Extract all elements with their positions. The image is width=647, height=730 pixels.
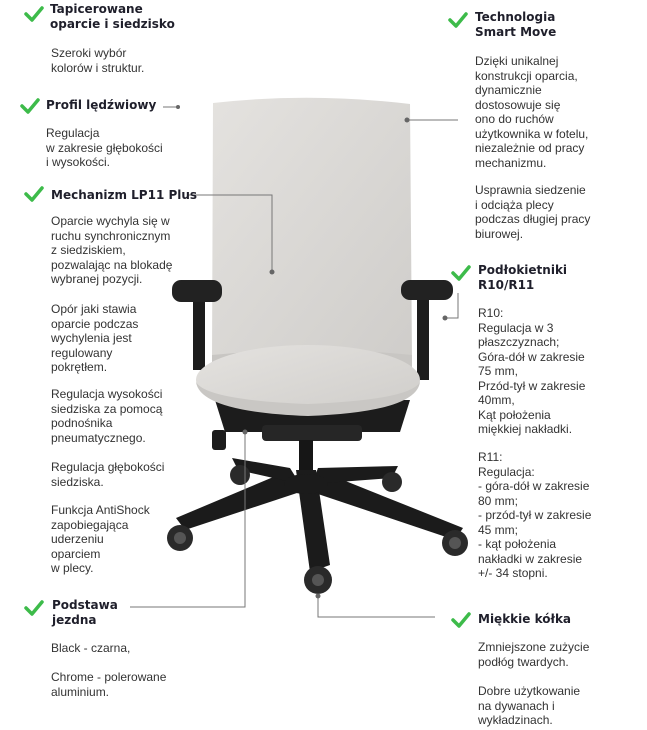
feature-desc-mechanism-2: Opór jaki stawia oparcie podczas wychylenia jest regulowany pokrętłem.: [51, 302, 139, 374]
feature-desc-mechanism-3: Regulacja wysokości siedziska za pomocą podnośnika pneumatycznego.: [51, 387, 163, 445]
feature-desc-lumbar: Regulacja w zakresie głębokości i wysokości.: [46, 126, 163, 169]
chair-seat: [196, 345, 420, 432]
chair-base: [176, 458, 463, 572]
check-icon: [451, 612, 471, 628]
check-icon: [24, 6, 44, 22]
feature-title-lumbar: Profil lędźwiowy: [46, 98, 157, 112]
chair-mechanism: [262, 425, 362, 441]
feature-desc-smart-move-2: Usprawnia siedzenie i odciąża plecy podczas długiej pracy biurowej.: [475, 183, 591, 241]
feature-title-smart-move: Technologia Smart Move: [475, 10, 557, 39]
feature-desc-mechanism-5: Funkcja AntiShock zapobiegająca uderzeniu oparciem w plecy.: [51, 503, 150, 575]
feature-desc-casters-2: Dobre użytkowanie na dywanach i wykładzinach.: [478, 684, 581, 727]
feature-desc-base-1: Black - czarna,: [51, 641, 131, 655]
feature-desc-base-2: Chrome - polerowane aluminium.: [51, 670, 167, 699]
feature-desc-casters-1: Zmniejszone zużycie podłóg twardych.: [478, 640, 590, 669]
check-icon: [448, 12, 468, 28]
feature-title-casters: Miękkie kółka: [478, 612, 572, 626]
chair-backrest: [212, 98, 412, 360]
feature-title-base: Podstawa jezdna: [52, 598, 118, 627]
feature-desc-mechanism-1: Oparcie wychyla się w ruchu synchronicznym z siedziskiem, pozwalając na blokadę wybranej pozycji.: [51, 214, 173, 286]
check-icon: [451, 265, 471, 281]
feature-desc-upholstery: Szeroki wybór kolorów i struktur.: [51, 46, 145, 75]
check-icon: [20, 98, 40, 114]
feature-title-mechanism: Mechanizm LP11 Plus: [51, 188, 198, 202]
feature-title-armrests: Podłokietniki R10/R11: [478, 263, 568, 292]
check-icon: [24, 186, 44, 202]
check-icon: [24, 600, 44, 616]
feature-desc-armrests-r10: R10: Regulacja w 3 płaszczyznach; Góra-dół w zakresie 75 mm, Przód-tył w zakresie 40mm, Kąt położenia miękkiej nakładki.: [478, 306, 586, 436]
feature-desc-mechanism-4: Regulacja głębokości siedziska.: [51, 460, 165, 489]
feature-desc-smart-move-1: Dzięki unikalnej konstrukcji oparcia, dynamicznie dostosowuje się ono do ruchów użytkownika w fotelu, niezależnie od pracy mechanizmu.: [475, 54, 589, 170]
feature-title-upholstery: Tapicerowane oparcie i siedzisko: [50, 2, 175, 31]
feature-desc-armrests-r11: R11: Regulacja: - góra-dół w zakresie 80 mm; - przód-tył w zakresie 45 mm; - kąt położenia nakładki w zakresie +/- 34 stopni.: [478, 450, 592, 580]
